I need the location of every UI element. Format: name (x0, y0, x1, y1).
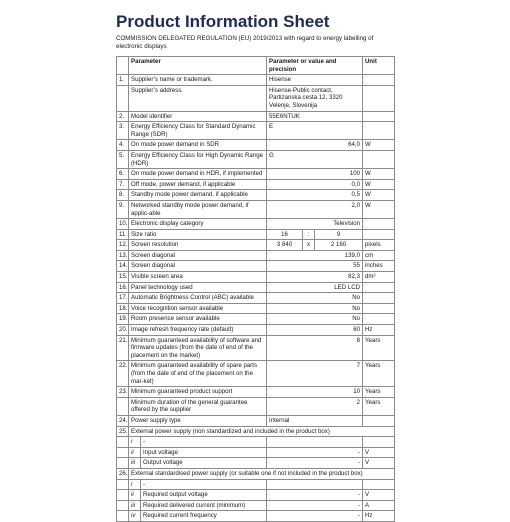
row-parameter: On mode power demand in SDR (129, 140, 267, 151)
row-number: 14. (117, 261, 129, 272)
row-parameter: Screen resolution (129, 240, 267, 251)
row-parameter: Minimum guaranteed availability of spare parts (from the date of end of the placement on the mar-ket) (129, 361, 267, 387)
row-number: 17. (117, 293, 129, 304)
row-unit (363, 219, 395, 230)
row-number-empty (117, 437, 129, 448)
table-row (117, 200, 395, 218)
table-row (117, 261, 395, 272)
row-number: 5. (117, 150, 129, 168)
table-row (117, 140, 395, 151)
regulation-subtitle: COMMISSION DELEGATED REGULATION (EU) 2019/2013 with regard to energy labelling of electronic displays (116, 35, 374, 50)
sub-unit: Hz (363, 511, 395, 522)
row-parameter: Image refresh frequency rate (default) (129, 325, 267, 336)
sub-index: iii (129, 458, 141, 469)
table-row (117, 361, 395, 387)
row-unit (363, 314, 395, 325)
sub-index: i (129, 437, 141, 448)
row-value: 0,5 (267, 190, 363, 201)
row-number: 24. (117, 415, 129, 426)
table-row (117, 179, 395, 190)
sub-index: iv (129, 511, 141, 522)
row-value: 8 (267, 335, 363, 361)
section-heading: External power supply (non standardized and included in the product box) (129, 426, 395, 437)
row-value-left: 16 (267, 229, 303, 240)
row-parameter: Standby mode power demand, if applicable (129, 190, 267, 201)
row-value-left: 3 840 (267, 240, 303, 251)
row-number: 26. (117, 468, 129, 479)
table-row (117, 282, 395, 293)
sub-unit (363, 479, 395, 490)
page-title: Product Information Sheet (116, 12, 330, 31)
row-value-right: 2 160 (315, 240, 363, 251)
row-unit: W (363, 169, 395, 180)
row-number-empty (117, 500, 129, 511)
header-parameter: Parameter (129, 57, 267, 75)
sub-value (267, 437, 363, 448)
row-value: LED LCD (267, 282, 363, 293)
table-header-row (117, 57, 395, 75)
row-unit: Years (363, 361, 395, 387)
table-row (117, 150, 395, 168)
sub-unit: A (363, 500, 395, 511)
table-row (117, 75, 395, 86)
row-value: 55E6NTUK (267, 111, 363, 122)
row-unit (363, 122, 395, 140)
row-parameter: Visible screen area (129, 272, 267, 283)
row-number-empty (117, 490, 129, 501)
row-unit: W (363, 190, 395, 201)
row-number: 7. (117, 179, 129, 190)
row-parameter: Minimum guaranteed product support (129, 387, 267, 398)
row-number: 15. (117, 272, 129, 283)
sub-label: Output voltage (141, 458, 267, 469)
row-value: 64,0 (267, 140, 363, 151)
sub-label: - (141, 479, 267, 490)
section-heading-row (117, 468, 395, 479)
table-row (117, 415, 395, 426)
table-body (117, 75, 395, 522)
table-row (117, 229, 395, 240)
row-number (117, 85, 129, 111)
sub-value (267, 479, 363, 490)
row-parameter: Voice recognition sensor available (129, 303, 267, 314)
header-value: Parameter or value and precision (267, 57, 363, 75)
row-unit (363, 75, 395, 86)
row-unit (363, 85, 395, 111)
table-row (117, 85, 395, 111)
row-value: Television (267, 219, 363, 230)
row-number: 2. (117, 111, 129, 122)
row-number: 9. (117, 200, 129, 218)
row-parameter: Panel technology used (129, 282, 267, 293)
row-parameter: Supplier’s address. (129, 85, 267, 111)
row-number-empty (117, 479, 129, 490)
sub-unit: V (363, 447, 395, 458)
sub-index: i (129, 479, 141, 490)
row-number: 20. (117, 325, 129, 336)
row-parameter: Screen diagonal (129, 250, 267, 261)
row-number-empty (117, 511, 129, 522)
row-value: 139,0 (267, 250, 363, 261)
row-number: 18. (117, 303, 129, 314)
row-number: 22. (117, 361, 129, 387)
row-unit: Years (363, 397, 395, 415)
row-parameter: Size ratio (129, 229, 267, 240)
sub-label: Required current frequency (141, 511, 267, 522)
row-value-separator: : (303, 229, 315, 240)
sub-value: - (267, 447, 363, 458)
table-row (117, 397, 395, 415)
row-value: 55 (267, 261, 363, 272)
table-row (117, 314, 395, 325)
row-value: No (267, 314, 363, 325)
row-value: Hisense (267, 75, 363, 86)
table-row (117, 240, 395, 251)
row-unit: cm (363, 250, 395, 261)
row-number: 10. (117, 219, 129, 230)
row-unit (363, 111, 395, 122)
section-heading-row (117, 426, 395, 437)
row-value-right: 9 (315, 229, 363, 240)
row-parameter: Energy Efficiency Class for Standard Dynamic Range (SDR) (129, 122, 267, 140)
row-value: 7 (267, 361, 363, 387)
table-row (117, 293, 395, 304)
table-row (117, 335, 395, 361)
sub-unit (363, 437, 395, 448)
table-row (117, 325, 395, 336)
row-number: 12. (117, 240, 129, 251)
row-number-empty (117, 447, 129, 458)
row-parameter: Automatic Brightness Control (ABC) available (129, 293, 267, 304)
sub-row (117, 500, 395, 511)
sub-row (117, 479, 395, 490)
sub-label: Required output voltage (141, 490, 267, 501)
table-row (117, 111, 395, 122)
row-value: 2,0 (267, 200, 363, 218)
sub-unit: V (363, 490, 395, 501)
row-value: Hisense-Public contact, Partizanska cesta 12, 3320 Velenje, Slovenija (267, 85, 363, 111)
row-number: 6. (117, 169, 129, 180)
row-unit: Years (363, 387, 395, 398)
row-value: 0,0 (267, 179, 363, 190)
row-unit: inches (363, 261, 395, 272)
row-unit: W (363, 179, 395, 190)
row-value: No (267, 303, 363, 314)
sub-label: Required delivered current (minimum) (141, 500, 267, 511)
sub-label: - (141, 437, 267, 448)
product-information-sheet (116, 12, 394, 522)
header-unit: Unit (363, 57, 395, 75)
sub-row (117, 437, 395, 448)
row-value: 100 (267, 169, 363, 180)
row-value: 2 (267, 397, 363, 415)
row-unit (363, 303, 395, 314)
table-row (117, 387, 395, 398)
table-row (117, 169, 395, 180)
row-number: 16. (117, 282, 129, 293)
row-parameter: On mode power demand in HDR, if implemented (129, 169, 267, 180)
row-number: 3. (117, 122, 129, 140)
row-number: 8. (117, 190, 129, 201)
row-number: 23. (117, 387, 129, 398)
row-parameter: Energy Efficiency Class for High Dynamic Range (HDR) (129, 150, 267, 168)
row-value: G (267, 150, 363, 168)
row-unit: pixels (363, 240, 395, 251)
table-row (117, 190, 395, 201)
row-unit (363, 415, 395, 426)
row-parameter: Screen diagonal (129, 261, 267, 272)
row-number-empty (117, 458, 129, 469)
row-unit: dm² (363, 272, 395, 283)
sub-label: Input voltage (141, 447, 267, 458)
row-number: 19. (117, 314, 129, 325)
row-parameter: Model identifier (129, 111, 267, 122)
row-parameter: Minimum guaranteed availability of software and firmware updates (from the date of end of the placement on the market) (129, 335, 267, 361)
sub-index: ii (129, 447, 141, 458)
sub-row (117, 511, 395, 522)
row-parameter: Networked standby mode power demand, if applic-able (129, 200, 267, 218)
row-parameter: Off mode, power demand, if applicable (129, 179, 267, 190)
table-row (117, 303, 395, 314)
row-value: Internal (267, 415, 363, 426)
row-unit (363, 229, 395, 240)
parameters-table (116, 56, 395, 522)
sub-value: - (267, 490, 363, 501)
sub-row (117, 458, 395, 469)
row-number (117, 397, 129, 415)
row-parameter: Minimum duration of the general guarantee offered by the supplier (129, 397, 267, 415)
row-parameter: Supplier’s name or trademark. (129, 75, 267, 86)
section-heading: External standardised power supply (or suitable one if not included in the product box) (129, 468, 395, 479)
row-value: 60 (267, 325, 363, 336)
row-value: E (267, 122, 363, 140)
sub-value: - (267, 458, 363, 469)
row-number: 1. (117, 75, 129, 86)
sub-index: ii (129, 490, 141, 501)
row-unit: W (363, 200, 395, 218)
row-unit: W (363, 140, 395, 151)
header-number (117, 57, 129, 75)
row-value: 10 (267, 387, 363, 398)
sub-row (117, 447, 395, 458)
sub-row (117, 490, 395, 501)
row-number: 13. (117, 250, 129, 261)
table-row (117, 272, 395, 283)
row-number: 11. (117, 229, 129, 240)
table-row (117, 250, 395, 261)
sub-index: iii (129, 500, 141, 511)
row-number: 25. (117, 426, 129, 437)
sub-value: - (267, 511, 363, 522)
row-unit (363, 293, 395, 304)
row-value: No (267, 293, 363, 304)
sub-unit: V (363, 458, 395, 469)
row-parameter: Power supply type (129, 415, 267, 426)
row-parameter: Electronic display category (129, 219, 267, 230)
row-value: 82,3 (267, 272, 363, 283)
row-value-separator: x (303, 240, 315, 251)
row-unit (363, 282, 395, 293)
row-unit: Years (363, 335, 395, 361)
sub-value: - (267, 500, 363, 511)
row-parameter: Room presence sensor available (129, 314, 267, 325)
row-unit: Hz (363, 325, 395, 336)
table-row (117, 219, 395, 230)
row-number: 4. (117, 140, 129, 151)
row-unit (363, 150, 395, 168)
table-row (117, 122, 395, 140)
row-number: 21. (117, 335, 129, 361)
